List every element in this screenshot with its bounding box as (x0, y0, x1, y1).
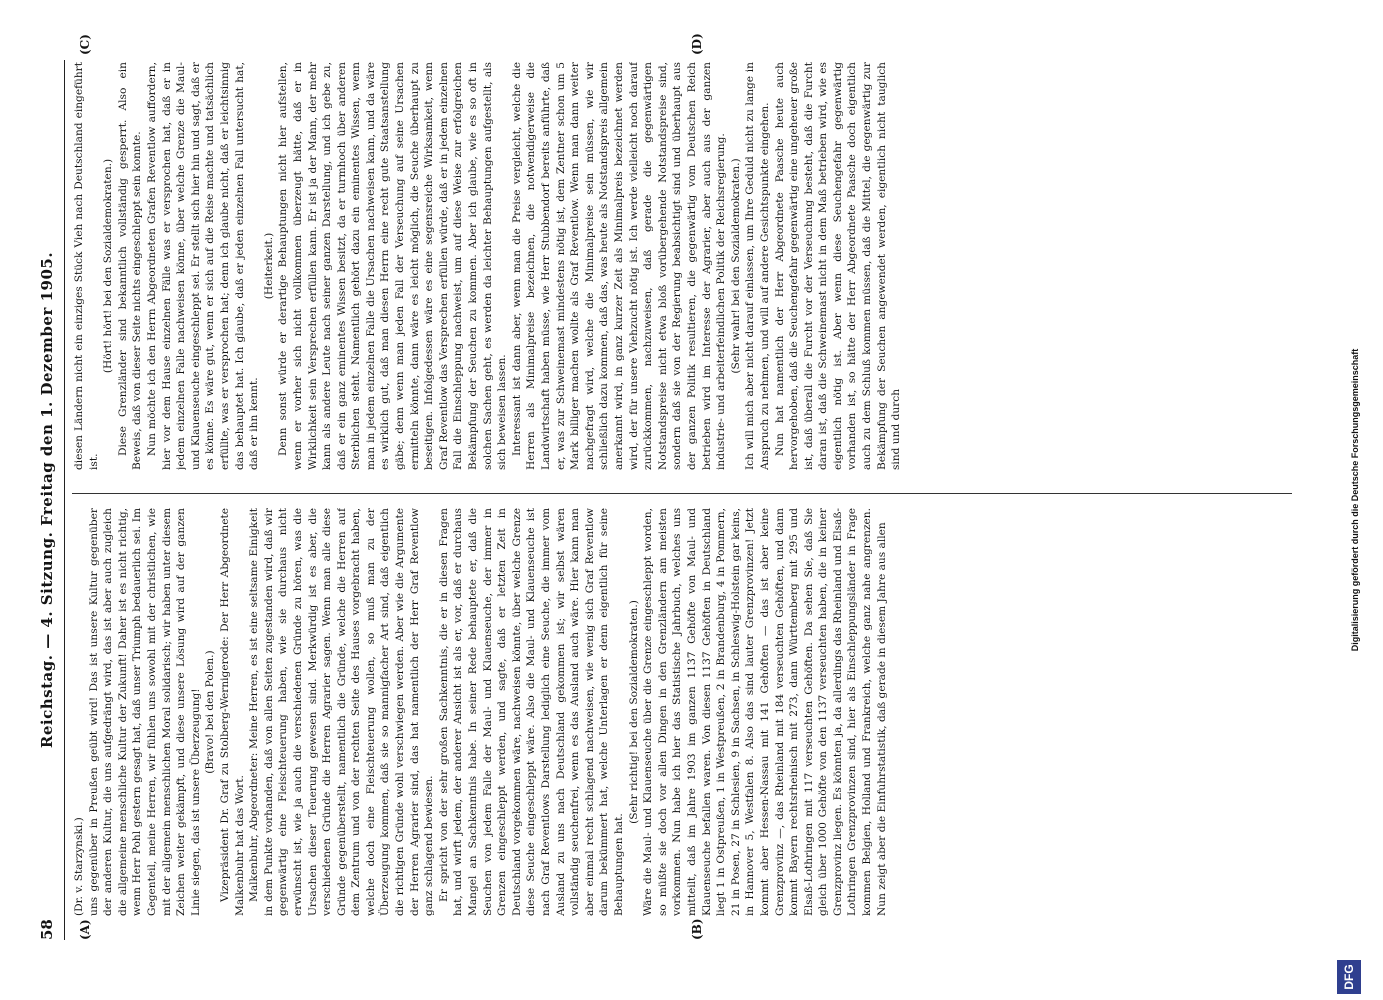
right-column-paragraph: Nun möchte ich den Herrn Abgeordneten Grafen Reventlow auffordern, hier vor dem Hause einzelnen Fälle was er versprochen hat, daß er in jedem einzelnen Falle nachweisen könne, über welche Grenze die Maul- und Klauenseuche eingeschleppt sei. Er stellt sich hier hin und sagt, daß er es könne. Es wäre gut, wenn er sich auf die Reise machte und tatsächlich erfüllte, was er versprochen hat; denn ich glaube nicht, daß er leichtsinnig das behauptet hat. Ich glaube, daß er jeden einzelnen Fall untersucht hat, daß er ihn kennt. (145, 62, 261, 470)
margin-marker-d: (D) (690, 33, 704, 55)
text-column-right (72, 62, 1292, 470)
right-column-paragraph: (Hört! hört! bei den Sozialdemokraten.) (102, 158, 115, 374)
margin-marker-c: (C) (78, 34, 92, 55)
right-column-paragraph: Diese Grenzländer sind bekanntlich vollständig gesperrt. Also ein Beweis, daß von dieser Seite nichts eingeschleppt sein konnte. (116, 62, 144, 470)
header-rule (64, 60, 65, 940)
margin-marker-a: (A) (78, 919, 92, 940)
right-column-paragraph: Denn sonst würde er derartige Behauptungen nicht hier aufstellen, wenn er vorher sich nicht vollkommen überzeugt hätte, daß er in Wirklichkeit sein Versprechen erfüllen kann. Er ist ja der Mann, der mehr kann als andere Leute nach seiner ganzen Darstellung, und ich gebe zu, daß er ein ganz eminentes Wissen besitzt, da er turmhoch über anderen Sterblichen steht. Namentlich gehört dazu ein eminentes Wissen, wenn man in jedem einzelnen Falle die Ursachen nachweisen kann, und da wäre es wirklich gut, daß man diesen Herrn eine recht gute Staatsanstellung gäbe; denn wenn man jeden Fall der Verseuchung auf seine Ursachen ermitteln könnte, dann wäre es leicht möglich, die Seuche überhaupt zu beseitigen. Infolgedessen wäre es eine segensreiche Wirksamkeit, wenn Graf Reventlow das Versprechen erfüllen würde, daß er in jedem einzelnen Fall die Einschleppung nachweist, um auf diese Weise zur erfolgreichen Bekämpfung der Seuchen zu kommen. Aber ich glaube, wie es so oft in solchen Sachen geht, es werden da leichter Behauptungen aufgestellt, als sich beweisen lassen. (277, 62, 509, 470)
page-running-title: Reichstag. — 4. Sitzung. Freitag den 1. Dezember 1905. (38, 251, 56, 749)
left-column-paragraph: Malkenbuhr, Abgeordneter: Meine Herren, es ist eine seltsame Einigkeit in dem Punkte vorhanden, daß von allen Seiten zugestanden wird, daß wir gegenwärtig eine Fleischteuerung haben, wie sie durchaus nicht erwünscht ist, wie ja auch die verschiedenen Gründe zu hören, was die Ursachen dieser Teuerung gewesen sind. Merkwürdig ist es aber, die verschiedenen Gründe die Herren Agrarier sagen. Wenn man alle diese Gründe gegenüberstellt, namentlich die Gründe, welche die Herren auf dem Zentrum und von der rechten Seite des Hauses vorgebracht haben, welche doch eine Fleischteuerung wollen, so muß man zu der Überzeugung kommen, daß sie so mannigfacher Art sind, daß eigentlich die richtigen Gründe wohl verschwiegen werden. Aber wie die Argumente der Herren Agrarier sind, das hat namentlich der Herr Graf Reventlow ganz schlagend bewiesen. (248, 508, 436, 916)
right-column-paragraph: Nun hat namentlich der Herr Abgeordnete Paasche heute auch hervorgehoben, daß die Seuchengefahr gegenwärtig eine ungeheuer große ist, daß überall die Furcht vor der Verseuchung besteht, daß die Furcht daran ist, daß die Schweinemast nicht in dem Maß betrieben wird, wie es eigentlich nötig ist. Aber wenn diese Seuchengefahr gegenwärtig vorhanden ist, so hätte der Herr Abgeordnete Paasche doch eigentlich auch zu dem Schluß kommen müssen, daß die Mittel, die gegenwärtig zur Bekämpfung der Seuchen angewendet werden, eigentlich nicht tauglich sind und durch (773, 62, 903, 470)
right-column-paragraph: Ich will mich aber nicht darauf einlassen, um Ihre Geduld nicht zu lange in Anspruch zu nehmen, und will auf andere Gesichtspunkte eingehen. (744, 62, 771, 470)
digitization-note: Digitalisierung gefördert durch die Deutsche Forschungsgemeinschaft (1350, 348, 1360, 652)
right-column-paragraph: (Heiterkeit.) (262, 232, 275, 300)
left-column-paragraph: Er spricht von der sehr großen Sachkenntnis, die er in diesen Fragen hat, und wirft jedem, der anderer Ansicht ist als er, vor, daß er durchaus Mangel an Sachkenntnis habe. In seiner Rede behauptete er, daß die Seuchen von jedem Falle der Maul- und Klauenseuche, der immer in Grenzen eingeschleppt werden, und sagte, daß er letzten Zeit in Deutschland vorgekommen wäre, nachweisen könnte, über welche Grenze diese Seuche eingeschleppt wäre. Also die Maul- und Klauenseuche ist nach Graf Reventlows Darstellung lediglich eine Seuche, die immer vom Ausland zu uns nach Deutschland gekommen ist; wir selbst wären vollständig seuchenfrei, wenn es das Ausland auch wäre. Hier kann man aber einmal recht schlagend nachweisen, wie wenig sich Graf Reventlow darum bekümmert hat, welche Unterlagen er denn eigentlich für seine Behauptungen hat. (437, 508, 625, 916)
left-column-paragraph: Vizepräsident Dr. Graf zu Stolberg-Wernigerode: Der Herr Abgeordnete Malkenbuhr hat das Wort. (218, 508, 246, 916)
dfg-logo: DFG (1337, 960, 1361, 994)
right-column-paragraph: (Sehr wahr! bei den Sozialdemokraten.) (729, 158, 742, 374)
right-column-paragraph: Interessant ist dann aber, wenn man die Preise vergleicht, welche die Herren als Minimalpreise bezeichnen, die notwendigerweise die Landwirtschaft haben müsse, wie Herr Stubbendorf bereits anführte, daß er, was zur Schweinemast mindestens nötig ist, dem Zentner schon um 5 Mark billiger machen wollte als Graf Reventlow. Wenn man dann weiter nachgefragt wird, welche die Minimalpreise sein müssen, wie wir schließlich dazu kommen, daß das, was heute als Notstandspreis allgemein anerkannt wird, in ganz kurzer Zeit als Minimalpreis bezeichnet werden wird, der für unsere Viehzucht nötig ist. Ich werde vielleicht noch darauf zurückkommen, nachzuweisen, daß gerade die gegenwärtigen Notstandspreise nicht etwa bloß vorübergehende Notstandspreise sind, sondern daß sie von der Regierung beabsichtigt sind und überhaupt aus der ganzen Politik resultieren, die gegenwärtig vom Deutschen Reich betrieben wird im Interesse der Agrarier, aber auch aus der ganzen industrie- und arbeiterfeindlichen Politik der Reichsregierung. (510, 62, 728, 470)
column-separator (72, 493, 1292, 494)
left-column-paragraph: uns gegenüber in Preußen geübt wird! Das ist unsere Kultur gegenüber der anderen Kultur, die uns aufgedrängt wird, das ist aber auch zugleich die allgemeine menschliche Kultur der Zukunft! Daher ist es nicht richtig, wenn Herr Pohl gestern gesagt hat, daß unser Triumph bedauerlich sei. Im Gegenteil, meine Herren, wir fühlen uns sowohl mit der christlichen, wie mit der allgemein menschlichen Moral solidarisch; wir haben unter diesem Zeichen weiter gekämpft, und diese unsere Lösung wird auf der ganzen Linie siegen, das ist unsere Überzeugung! (87, 508, 202, 916)
page-header (38, 60, 64, 940)
text-column-left (72, 508, 1292, 916)
left-column-paragraph: (Dr. v. Starzynski.) (73, 817, 85, 916)
right-column-paragraph: diesen Ländern nicht ein einziges Stück Vieh nach Deutschland eingeführt ist. (73, 62, 100, 470)
page-number: 58 (38, 919, 56, 940)
margin-marker-b: (B) (690, 918, 704, 940)
left-column-paragraph: (Sehr richtig! bei den Sozialdemokraten.) (627, 600, 640, 824)
left-column-paragraph: (Bravo! bei den Polen.) (204, 650, 217, 774)
left-column-paragraph: Wäre die Maul- und Klauenseuche über die Grenze eingeschleppt worden, so müßte sie doch vor allen Dingen in den Grenzländern am meisten vorkommen. Nun habe ich hier das Statistische Jahrbuch, welches uns mitteilt, daß im Jahre 1903 im ganzen 1137 Gehöfte von Maul- und Klauenseuche befallen waren. Von diesen 1137 Gehöften in Deutschland liegt 1 in Ostpreußen, 1 in Westpreußen, 2 in Brandenburg, 4 in Pommern, 21 in Posen, 27 in Schlesien, 9 in Sachsen, in Schleswig-Holstein gar keins, in Hannover 5, Westfalen 8. Also das sind lauter Grenzprovinzen! Jetzt kommt aber Hessen-Nassau mit 141 Gehöften — das ist aber keine Grenzprovinz —, das Rheinland mit 184 verseuchten Gehöften, und dann kommt Bayern rechtsrheinisch mit 273, dann Württemberg mit 295 und Elsaß-Lothringen mit 117 verseuchten Gehöften. Da sehen Sie, daß Sie gleich über 1000 Gehöfte von den 1137 verseuchten haben, die in keiner Grenzprovinz liegen. Es könnten ja, da allerdings das Rheinland und Elsaß-Lothringen Grenzprovinzen sind, hier als Einschleppungsländer in Frage kommen Belgien, Holland und Frankreich, welche ganz nahe angrenzen. Nun zeigt aber die Einfuhrstatistik, daß gerade in diesem Jahre aus allen (642, 508, 888, 916)
